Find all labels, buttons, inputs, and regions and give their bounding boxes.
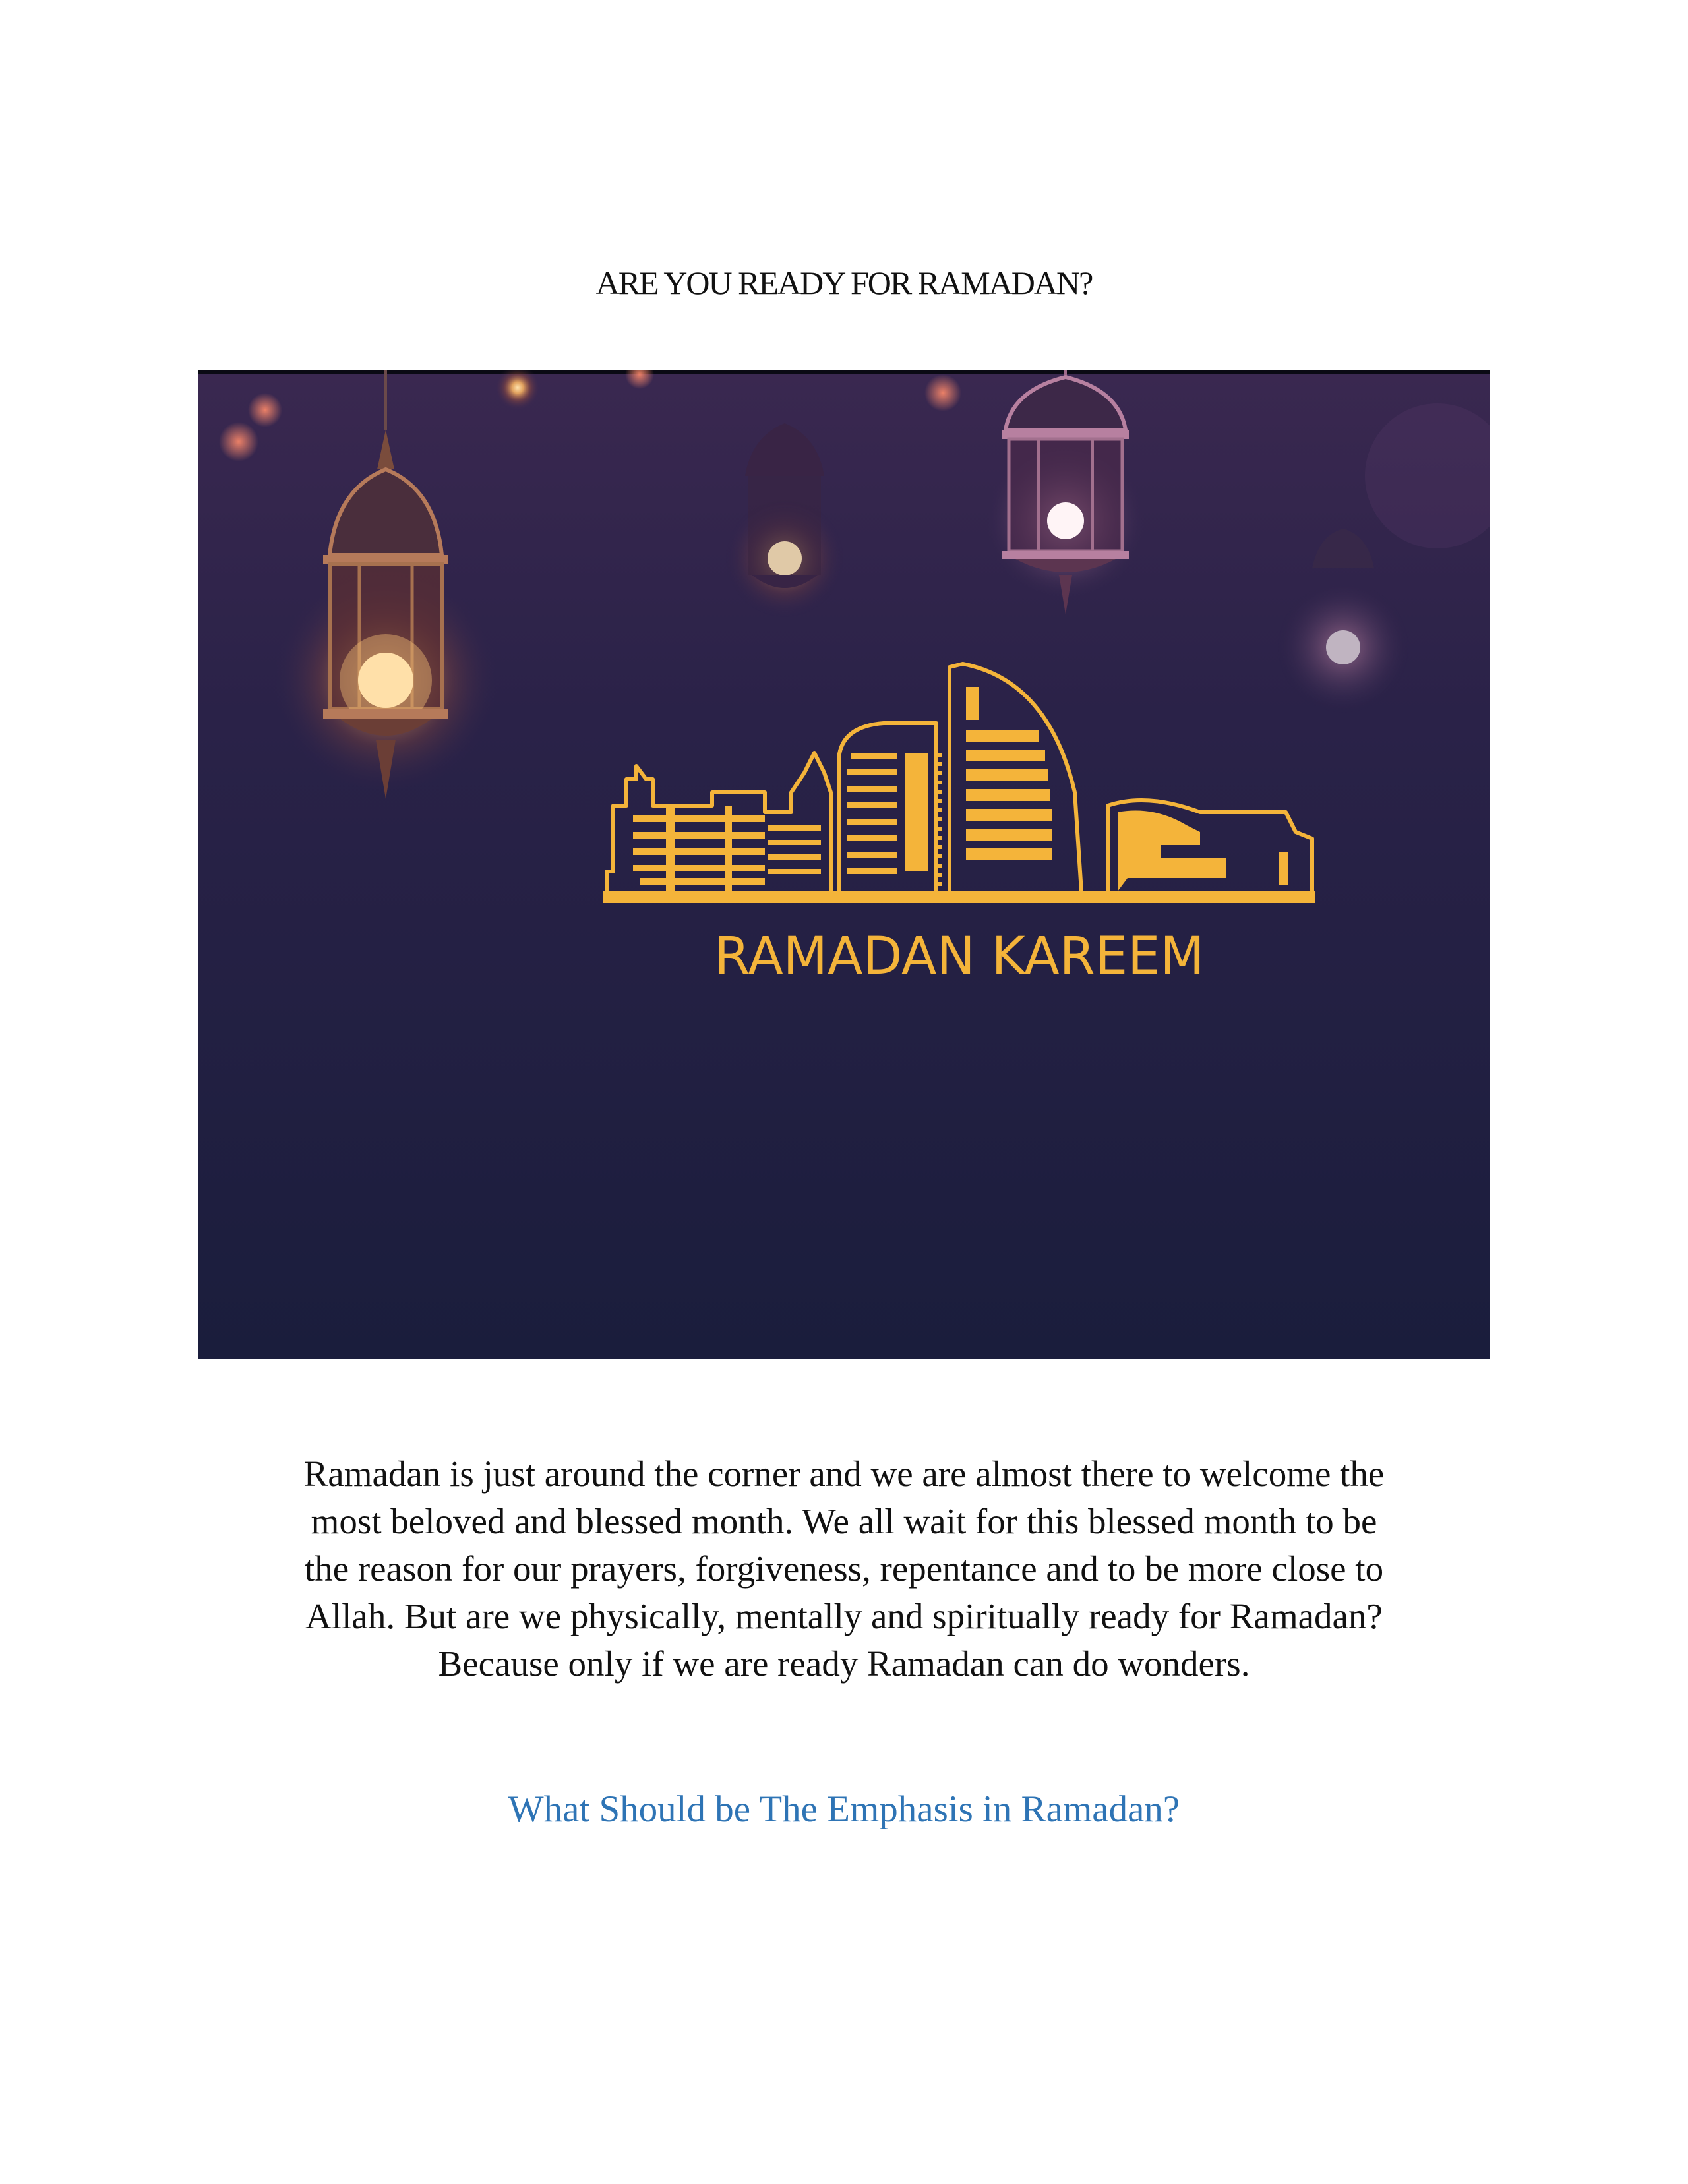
page-title: ARE YOU READY FOR RAMADAN? bbox=[595, 264, 1093, 301]
paragraph-line: most beloved and blessed month. We all wait for this blessed month to be bbox=[311, 1501, 1377, 1541]
paragraph-line: Ramadan is just around the corner and we are almost there to welcome the bbox=[303, 1454, 1385, 1494]
banner-title: RAMADAN KAREEM bbox=[714, 927, 1205, 986]
paragraph-line: Allah. But are we physically, mentally and spiritually ready for Ramadan? bbox=[305, 1596, 1383, 1636]
paragraph-line: Because only if we are ready Ramadan can do wonders. bbox=[438, 1643, 1250, 1684]
paragraph-line: the reason for our prayers, forgiveness, repentance and to be more close to bbox=[304, 1549, 1384, 1589]
ramadan-kareem-banner bbox=[198, 370, 1490, 1359]
intro-paragraph bbox=[198, 1450, 1490, 1688]
section-heading: What Should be The Emphasis in Ramadan? bbox=[508, 1788, 1180, 1830]
